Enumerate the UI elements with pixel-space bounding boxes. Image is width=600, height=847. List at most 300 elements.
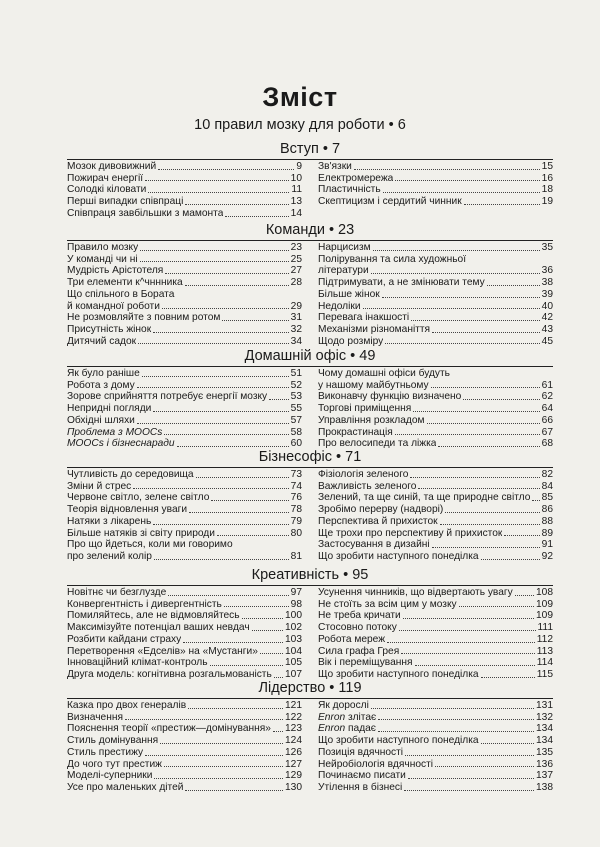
dot-leader — [395, 180, 539, 181]
left-column — [67, 700, 302, 794]
toc-entry-page: 13 — [290, 196, 302, 208]
toc-entry[interactable] — [318, 289, 553, 301]
dot-leader — [371, 708, 534, 709]
dot-leader — [487, 285, 540, 286]
dot-leader — [125, 719, 283, 720]
toc-entry-page: 81 — [290, 550, 302, 562]
toc-entry[interactable] — [67, 469, 302, 481]
toc-entry-title: Моделі-суперники — [67, 770, 153, 782]
toc-entry-page: 38 — [541, 277, 553, 289]
dot-leader — [252, 630, 283, 631]
toc-entry[interactable] — [67, 700, 302, 712]
toc-entry-title: Як дорослі — [318, 700, 369, 711]
toc-entry-title: Дитячий садок — [67, 335, 137, 347]
dot-leader — [373, 250, 540, 251]
dot-leader — [183, 642, 283, 643]
section-leadership — [67, 678, 553, 794]
left-column — [67, 469, 302, 563]
toc-entry-page: 132 — [536, 711, 553, 723]
toc-entry[interactable] — [67, 759, 302, 771]
toc-entry-title: Пожирач енергії — [67, 172, 144, 184]
section-home-office — [67, 346, 553, 450]
toc-entry-line: Полірування та сила художньої — [318, 253, 467, 265]
toc-entry-title: Стосовно потоку — [318, 622, 397, 634]
toc-entry-page: 58 — [290, 426, 302, 438]
toc-entry[interactable] — [318, 265, 553, 277]
toc-entry-title: Більше жінок — [318, 288, 380, 300]
toc-entry-title: літератури — [318, 265, 369, 277]
dot-leader — [481, 559, 540, 560]
toc-entry-line: Про що йдеться, коли ми говоримо — [67, 539, 233, 551]
toc-entry-page: 82 — [541, 469, 553, 480]
toc-entry-title: Правило мозку — [67, 242, 139, 253]
toc-entry[interactable] — [318, 312, 553, 324]
toc-entry-page: 40 — [541, 300, 553, 312]
toc-entry-title: Стиль престижу — [67, 746, 144, 758]
toc-entry[interactable] — [67, 599, 302, 611]
toc-entry[interactable] — [318, 747, 553, 759]
toc-entry-page: 52 — [290, 379, 302, 391]
dot-leader — [140, 261, 289, 262]
toc-entry[interactable] — [67, 312, 302, 324]
dot-leader — [385, 343, 539, 344]
toc-entry[interactable] — [318, 516, 553, 528]
toc-entry-title: Пластичність — [318, 184, 381, 196]
toc-entry[interactable] — [67, 723, 302, 735]
left-column — [67, 242, 302, 347]
toc-entry-page: 16 — [541, 172, 553, 184]
toc-entry-title: Три елементи к^чннника — [67, 277, 183, 289]
dot-leader — [148, 192, 289, 193]
toc-entry-page: 60 — [290, 438, 302, 450]
toc-entry-page: 61 — [541, 379, 553, 391]
toc-entry[interactable] — [67, 208, 302, 220]
toc-entry-page: 36 — [541, 265, 553, 277]
toc-entry[interactable] — [318, 242, 553, 254]
toc-entry-title: Співпраця завбільшки з мамонта — [67, 207, 224, 219]
toc-entry-page: 43 — [541, 323, 553, 335]
toc-entry-title: й командної роботи — [67, 300, 160, 312]
toc-entry-title: Перші випадки співпраці — [67, 196, 184, 208]
toc-entry-title: Зелений, та ще синій, та ще природне світло — [318, 492, 531, 504]
dot-leader — [504, 535, 539, 536]
toc-entry-page: 135 — [536, 746, 553, 758]
toc-entry-page: 109 — [536, 610, 553, 622]
section-creativity — [67, 565, 553, 681]
toc-entry-title: Застосування в дизайні — [318, 539, 430, 551]
toc-entry-title: Друга модель: когнітивна розгальмованість — [67, 668, 272, 680]
toc-entry-page: 23 — [290, 242, 302, 253]
toc-entry-page: 98 — [290, 598, 302, 610]
dot-leader — [165, 273, 288, 274]
section-heading: Вступ • 7 — [67, 139, 553, 160]
toc-entry[interactable] — [318, 657, 553, 669]
dot-leader — [145, 755, 283, 756]
toc-entry-title: Фізіологія зеленого — [318, 469, 409, 480]
toc-entry-title: Що зробити наступного понеділка — [318, 668, 479, 680]
dot-leader — [211, 500, 288, 501]
section-heading: Команди • 23 — [67, 220, 553, 241]
toc-entry-page: 64 — [541, 403, 553, 415]
toc-entry-title: Стиль домінування — [67, 735, 159, 747]
toc-entry-page: 53 — [290, 391, 302, 403]
toc-entry[interactable] — [67, 391, 302, 403]
toc-entry-title: Пояснення теорії «престиж—домінування» — [67, 723, 271, 735]
toc-entry-page: 66 — [541, 414, 553, 426]
toc-entry-page: 137 — [536, 770, 553, 782]
dot-leader — [137, 387, 289, 388]
toc-entry-page: 103 — [285, 633, 302, 645]
dot-leader — [445, 512, 539, 513]
toc-entry-page: 15 — [541, 161, 553, 172]
dot-leader — [137, 423, 289, 424]
toc-entry[interactable] — [318, 759, 553, 771]
toc-entry-page: 35 — [541, 242, 553, 253]
toc-entry-title: Важливість зеленого — [318, 480, 417, 492]
toc-entry-title: Електромережа — [318, 172, 394, 184]
dot-leader — [432, 547, 540, 548]
toc-entry-page: 51 — [290, 368, 302, 379]
section-heading: Лідерство • 119 — [67, 678, 553, 699]
toc-entry-page: 102 — [285, 622, 302, 634]
toc-entry-title: Інноваційний клімат-контроль — [67, 657, 208, 669]
toc-entry-page: 126 — [285, 746, 302, 758]
dot-leader — [185, 285, 289, 286]
toc-entry[interactable] — [318, 277, 553, 289]
toc-entry-page: 105 — [285, 657, 302, 669]
right-column — [318, 161, 553, 220]
toc-entry[interactable] — [318, 380, 553, 392]
toc-entry-page: 108 — [536, 587, 553, 598]
toc-entry-page: 28 — [290, 277, 302, 289]
toc-entry-title: про зелений колір — [67, 550, 152, 562]
toc-entry-title: Солодкі кіловати — [67, 184, 147, 196]
toc-entry[interactable] — [318, 492, 553, 504]
dot-leader — [382, 297, 540, 298]
toc-entry-title: Казка про двох генералів — [67, 700, 187, 711]
toc-entry-page: 136 — [536, 758, 553, 770]
dot-leader — [435, 766, 534, 767]
toc-entry-page: 73 — [290, 469, 302, 480]
toc-entry-title: Нарцисизм — [318, 242, 371, 253]
toc-entry-page: 57 — [290, 414, 302, 426]
toc-entry-title: Присутність жінок — [67, 323, 152, 335]
dot-leader — [532, 500, 539, 501]
toc-entry[interactable] — [318, 539, 553, 551]
toc-entry[interactable] — [318, 184, 553, 196]
toc-entry-title: Чутливість до середовища — [67, 469, 194, 480]
toc-entry-title: Торгові приміщення — [318, 403, 412, 415]
toc-entry[interactable] — [67, 254, 302, 266]
toc-entry-title: Помиляйтесь, але не відмовляйтесь — [67, 610, 240, 622]
toc-entry-page: 18 — [541, 184, 553, 196]
toc-entry-page: 127 — [285, 758, 302, 770]
toc-entry-title: Скептицизм і сердитий чинник — [318, 196, 462, 208]
toc-entry[interactable] — [318, 700, 553, 712]
right-column — [318, 700, 553, 794]
toc-entry-title: Сила графа Грея — [318, 645, 400, 657]
toc-entry-title: Червоне світло, зелене світло — [67, 492, 210, 504]
toc-entry[interactable] — [67, 551, 302, 563]
toc-entry[interactable] — [67, 504, 302, 516]
section-heading: Креативність • 95 — [67, 565, 553, 586]
toc-entry-title: Про велосипеди та ліжка — [318, 438, 437, 450]
dot-leader — [269, 399, 289, 400]
dot-leader — [432, 332, 540, 333]
toc-entry-page: 29 — [290, 300, 302, 312]
dot-leader — [145, 180, 289, 181]
toc-entry[interactable] — [318, 415, 553, 427]
toc-entry[interactable] — [67, 747, 302, 759]
dot-leader — [371, 273, 540, 274]
toc-entry-title: Недоліки — [318, 300, 361, 312]
toc-entry[interactable] — [318, 528, 553, 540]
toc-entry-title: Enron злітає — [318, 711, 377, 723]
toc-entry[interactable] — [67, 301, 302, 313]
toc-entry-page: 27 — [290, 265, 302, 277]
toc-entry[interactable] — [67, 277, 302, 289]
toc-entry-page: 11 — [291, 184, 302, 196]
toc-entry-page: 45 — [541, 335, 553, 347]
toc-entry-page: 76 — [290, 492, 302, 504]
toc-entry-page: 55 — [290, 403, 302, 415]
dot-leader — [387, 642, 535, 643]
dot-leader — [273, 731, 283, 732]
dot-leader — [154, 559, 289, 560]
toc-entry[interactable] — [318, 712, 553, 724]
toc-entry[interactable] — [67, 196, 302, 208]
toc-entry-page: 114 — [536, 657, 553, 669]
toc-entry-page: 42 — [541, 312, 553, 324]
page-title: Зміст — [262, 82, 338, 112]
toc-entry[interactable] — [318, 324, 553, 336]
toc-entry[interactable] — [67, 516, 302, 528]
toc-entry[interactable] — [318, 646, 553, 658]
section-heading: Бізнесофіс • 71 — [67, 447, 553, 468]
toc-entry-title: Вік і переміщування — [318, 657, 413, 669]
toc-entry-page: 68 — [541, 438, 553, 450]
dot-leader — [383, 192, 540, 193]
toc-entry-title: Виконавчу функцію визначено — [318, 391, 462, 403]
toc-entry-title: Мозок дивовижний — [67, 161, 157, 172]
toc-entry[interactable] — [67, 173, 302, 185]
toc-entry-title: у нашому майбутньому — [318, 379, 429, 391]
dot-leader — [133, 488, 288, 489]
toc-entry[interactable] — [318, 161, 553, 173]
toc-entry[interactable] — [67, 622, 302, 634]
toc-entry-page: 91 — [541, 539, 553, 551]
toc-entry[interactable] — [318, 610, 553, 622]
toc-entry-page: 92 — [541, 550, 553, 562]
toc-entry[interactable] — [67, 610, 302, 622]
toc-entry-page: 100 — [285, 610, 302, 622]
page-subtitle: 10 правил мозку для роботи • 6 — [194, 117, 406, 133]
toc-entry-page: 89 — [541, 527, 553, 539]
toc-entry[interactable] — [67, 492, 302, 504]
toc-entry-title: Не стоїть за всім цим у мозку — [318, 598, 457, 610]
dot-leader — [410, 477, 539, 478]
toc-entry-title: Зв'язки — [318, 161, 352, 172]
toc-entry-page: 9 — [296, 161, 302, 172]
dot-leader — [222, 320, 288, 321]
dot-leader — [413, 411, 539, 412]
toc-entry-page: 62 — [541, 391, 553, 403]
dot-leader — [140, 250, 288, 251]
dot-leader — [185, 790, 283, 791]
toc-entry[interactable] — [67, 735, 302, 747]
toc-entry-page: 25 — [290, 253, 302, 265]
toc-entry-title: Мудрість Арістотеля — [67, 265, 164, 277]
toc-entry[interactable] — [67, 184, 302, 196]
toc-entry-page: 97 — [290, 587, 302, 598]
toc-entry[interactable] — [318, 551, 553, 563]
dot-leader — [403, 618, 534, 619]
toc-entry-title: Зробімо перерву (надворі) — [318, 504, 444, 516]
toc-entry-title: Усунення чинників, що відвертають увагу — [318, 587, 513, 598]
right-column — [318, 587, 553, 681]
toc-entry-page: 67 — [541, 426, 553, 438]
toc-entry[interactable] — [67, 403, 302, 415]
toc-entry-title: Позиція вдячності — [318, 746, 404, 758]
italic-term: Enron — [318, 723, 346, 735]
toc-entry[interactable] — [67, 415, 302, 427]
dot-leader — [158, 169, 294, 170]
toc-entry-title: Максимізуйте потенціал ваших невдач — [67, 622, 250, 634]
dot-leader — [399, 630, 536, 631]
toc-entry[interactable] — [67, 646, 302, 658]
dot-leader — [405, 755, 534, 756]
toc-entry-page: 85 — [541, 492, 553, 504]
toc-entry[interactable] — [67, 242, 302, 254]
right-column — [318, 242, 553, 347]
dot-leader — [427, 423, 540, 424]
dot-leader — [217, 535, 289, 536]
toc-entry-page: 74 — [290, 480, 302, 492]
dot-leader — [242, 618, 283, 619]
toc-entry-title: Що зробити наступного понеділка — [318, 735, 479, 747]
dot-leader — [415, 665, 535, 666]
dot-leader — [224, 606, 289, 607]
toc-entry-title: Новітнє чи безглузде — [67, 587, 167, 598]
toc-entry-title: Визначення — [67, 711, 123, 723]
toc-entry-page: 78 — [290, 504, 302, 516]
section-intro — [67, 139, 553, 220]
dot-leader — [440, 524, 540, 525]
toc-entry[interactable] — [318, 481, 553, 493]
dot-leader — [225, 216, 288, 217]
dot-leader — [164, 766, 283, 767]
section-business-office — [67, 447, 553, 563]
toc-entry[interactable] — [67, 324, 302, 336]
toc-entry-line: Чому домашні офіси будуть — [318, 368, 450, 379]
toc-entry[interactable] — [318, 782, 553, 794]
dot-leader — [168, 595, 288, 596]
dot-leader — [153, 332, 289, 333]
dot-leader — [408, 778, 534, 779]
toc-entry[interactable] — [318, 587, 553, 599]
dot-leader — [138, 343, 289, 344]
toc-entry-page: 122 — [285, 711, 302, 723]
toc-entry[interactable] — [67, 782, 302, 794]
dot-leader — [160, 743, 283, 744]
toc-entry-page: 107 — [285, 668, 302, 680]
toc-entry[interactable] — [318, 173, 553, 185]
toc-entry-title: До чого тут престиж — [67, 758, 162, 770]
toc-entry-title: Починаємо писати — [318, 770, 406, 782]
toc-entry[interactable] — [318, 735, 553, 747]
toc-entry[interactable] — [318, 622, 553, 634]
toc-entry[interactable] — [318, 403, 553, 415]
toc-entry[interactable] — [67, 657, 302, 669]
toc-entry[interactable] — [67, 528, 302, 540]
right-column — [318, 368, 553, 450]
toc-entry-title: Теорія відновлення уваги — [67, 504, 188, 516]
toc-entry-title: Прокрастинація — [318, 426, 393, 438]
toc-entry-title: Ще трохи про перспективу й прихисток — [318, 527, 503, 539]
toc-entry-page: 111 — [537, 622, 553, 634]
dot-leader — [395, 434, 540, 435]
toc-entry[interactable] — [67, 587, 302, 599]
toc-entry-page: 31 — [290, 312, 302, 324]
toc-entry-title: Утілення в бізнесі — [318, 781, 403, 793]
toc-entry[interactable] — [67, 427, 302, 439]
toc-entry-page: 129 — [285, 770, 302, 782]
dot-leader — [210, 665, 283, 666]
section-heading: Домашній офіс • 49 — [67, 346, 553, 367]
left-column — [67, 587, 302, 681]
left-column — [67, 161, 302, 220]
toc-entry-page: 121 — [285, 700, 302, 711]
toc-entry[interactable] — [318, 196, 553, 208]
toc-entry[interactable] — [318, 599, 553, 611]
toc-entry[interactable] — [318, 427, 553, 439]
toc-entry-page: 88 — [541, 515, 553, 527]
toc-entry[interactable] — [67, 368, 302, 380]
toc-entry[interactable] — [67, 161, 302, 173]
toc-entry[interactable] — [318, 634, 553, 646]
toc-entry[interactable] — [67, 265, 302, 277]
toc-entry[interactable] — [67, 770, 302, 782]
toc-entry-page: 112 — [536, 633, 553, 645]
toc-entry-title: Перспектива й прихисток — [318, 515, 438, 527]
dot-leader — [189, 512, 289, 513]
toc-entry[interactable] — [318, 391, 553, 403]
toc-entry[interactable] — [318, 469, 553, 481]
toc-entry-page: 123 — [285, 723, 302, 735]
dot-leader — [153, 524, 288, 525]
toc-entry[interactable] — [67, 380, 302, 392]
toc-entry-title: Механізми різноманіття — [318, 323, 431, 335]
toc-entry[interactable] — [318, 301, 553, 313]
dot-leader — [463, 399, 539, 400]
toc-entry[interactable] — [67, 634, 302, 646]
toc-entry-title: Зорове сприйняття потребує енергії мозку — [67, 391, 268, 403]
toc-entry-page: 109 — [536, 598, 553, 610]
toc-entry-title: Більше натяків зі світу природи — [67, 527, 215, 539]
toc-entry-title: Натяки з лікарень — [67, 515, 152, 527]
toc-entry[interactable] — [318, 504, 553, 516]
toc-entry[interactable] — [318, 770, 553, 782]
toc-entry[interactable] — [67, 481, 302, 493]
dot-leader — [378, 731, 534, 732]
toc-entry-title: Перевага інакшості — [318, 312, 410, 324]
dot-leader — [418, 488, 539, 489]
toc-entry-page: 134 — [536, 723, 553, 735]
toc-entry[interactable] — [67, 712, 302, 724]
toc-entry-title: Розбити кайдани страху — [67, 633, 182, 645]
toc-entry[interactable] — [318, 723, 553, 735]
toc-entry-page: 86 — [541, 504, 553, 516]
